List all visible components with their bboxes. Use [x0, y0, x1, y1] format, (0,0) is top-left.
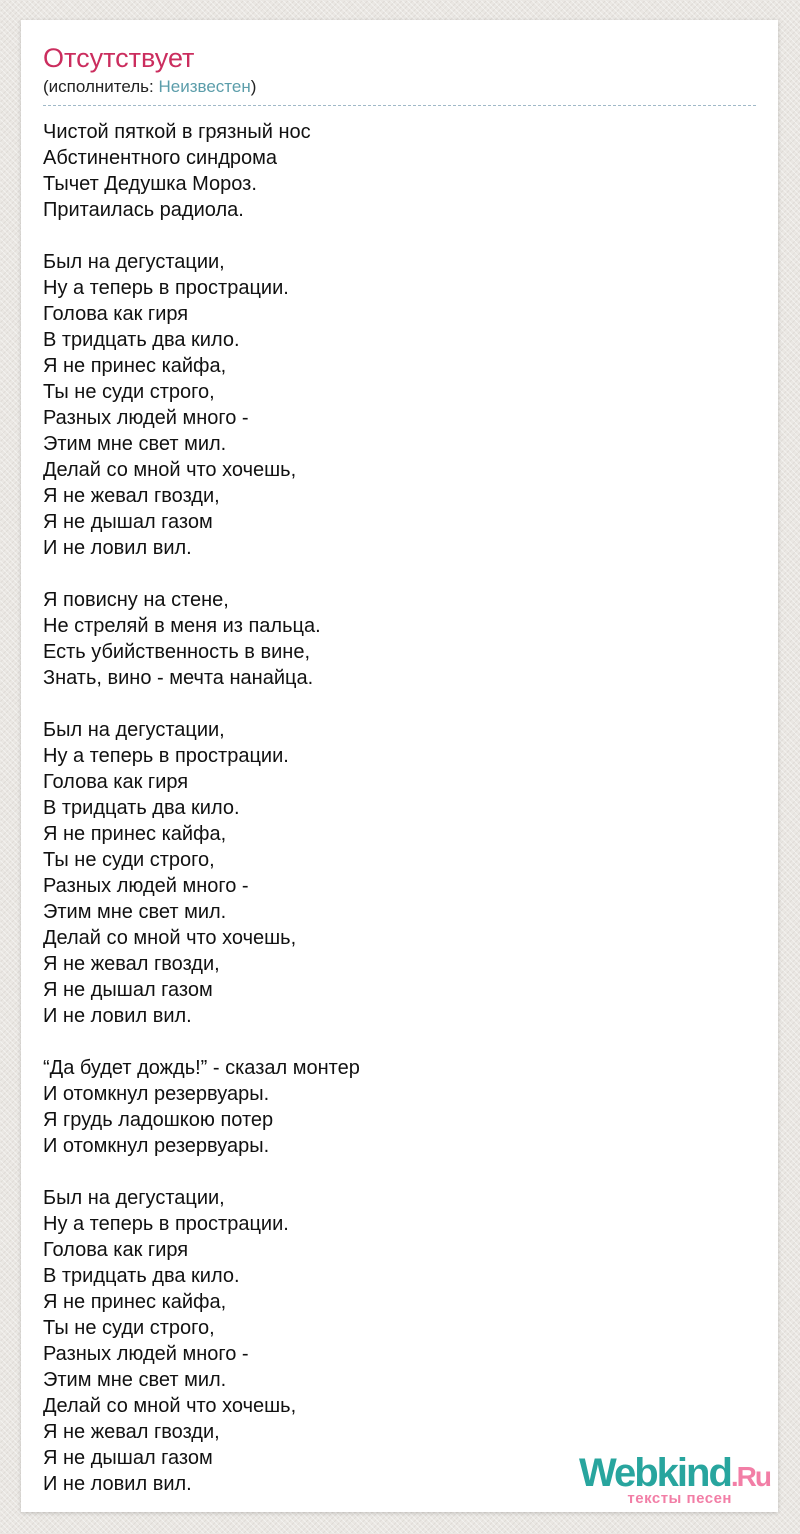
lyrics: [43, 119, 756, 1497]
artist-label: (исполнитель:: [43, 77, 159, 96]
lyric-line: Я не принес кайфа,: [43, 355, 227, 377]
logo-main-text: Webkind: [578, 1451, 731, 1495]
lyric-line: И не ловил вил.: [43, 1473, 192, 1495]
lyric-line: Я грудь ладошкою потер: [43, 1109, 274, 1131]
lyric-line: В тридцать два кило.: [43, 797, 240, 819]
lyric-line: В тридцать два кило.: [43, 329, 240, 351]
lyric-line: Я не дышал газом: [43, 979, 213, 1001]
artist-link[interactable]: Неизвестен: [158, 77, 251, 96]
artist-suffix: ): [250, 77, 257, 96]
lyric-line: Я не принес кайфа,: [43, 823, 227, 845]
lyric-line: Я не дышал газом: [43, 1447, 213, 1469]
lyric-line: Ну а теперь в прострации.: [43, 1213, 289, 1235]
lyric-line: Я повисну на стене,: [43, 589, 229, 611]
page-title: Отсутствует: [43, 43, 195, 73]
lyric-line: И отомкнул резервуары.: [43, 1135, 270, 1157]
stanza: [43, 717, 756, 1029]
content-panel: [21, 20, 778, 1512]
lyric-line: Ну а теперь в прострации.: [43, 745, 289, 767]
lyric-line: Этим мне свет мил.: [43, 433, 227, 455]
lyric-line: Абстинентного синдрома: [43, 147, 277, 169]
lyric-line: Тычет Дедушка Мороз.: [43, 173, 257, 195]
lyric-line: Был на дегустации,: [43, 1187, 225, 1209]
lyric-line: Голова как гиря: [43, 1239, 189, 1261]
stanza: [43, 249, 756, 561]
lyric-line: Ты не суди строго,: [43, 381, 215, 403]
lyric-line: Притаилась радиола.: [43, 199, 244, 221]
lyric-line: Я не жевал гвозди,: [43, 485, 220, 507]
lyric-line: Делай со мной что хочешь,: [43, 459, 297, 481]
logo-suffix-text: .Ru: [730, 1461, 770, 1492]
site-logo-link[interactable]: [578, 1451, 770, 1511]
lyric-line: Ты не суди строго,: [43, 849, 215, 871]
lyric-line: И не ловил вил.: [43, 1005, 192, 1027]
lyric-line: Чистой пяткой в грязный нос: [43, 121, 311, 143]
lyric-line: “Да будет дождь!” - сказал монтер: [43, 1057, 360, 1079]
lyric-line: Я не принес кайфа,: [43, 1291, 227, 1313]
lyric-line: Не стреляй в меня из пальца.: [43, 615, 321, 637]
lyric-line: Я не дышал газом: [43, 511, 213, 533]
artist-line: [43, 76, 756, 106]
lyric-line: Я не жевал гвозди,: [43, 953, 220, 975]
lyric-line: И не ловил вил.: [43, 537, 192, 559]
lyric-line: Был на дегустации,: [43, 719, 225, 741]
lyric-line: И отомкнул резервуары.: [43, 1083, 270, 1105]
lyric-line: Есть убийственность в вине,: [43, 641, 311, 663]
lyric-line: Ты не суди строго,: [43, 1317, 215, 1339]
lyric-line: Этим мне свет мил.: [43, 1369, 227, 1391]
lyric-line: Знать, вино - мечта нанайца.: [43, 667, 314, 689]
stanza: [43, 119, 756, 223]
lyric-line: Этим мне свет мил.: [43, 901, 227, 923]
lyric-line: Делай со мной что хочешь,: [43, 1395, 297, 1417]
lyric-line: Разных людей много -: [43, 875, 249, 897]
stanza: [43, 587, 756, 691]
lyric-line: Я не жевал гвозди,: [43, 1421, 220, 1443]
lyric-line: Делай со мной что хочешь,: [43, 927, 297, 949]
stanza: [43, 1055, 756, 1159]
lyric-line: Разных людей много -: [43, 1343, 249, 1365]
lyric-line: Голова как гиря: [43, 771, 189, 793]
lyric-line: Разных людей много -: [43, 407, 249, 429]
lyric-line: Ну а теперь в прострации.: [43, 277, 289, 299]
lyric-line: В тридцать два кило.: [43, 1265, 240, 1287]
logo-tagline: тексты песен: [627, 1490, 732, 1507]
lyric-line: Был на дегустации,: [43, 251, 225, 273]
lyric-line: Голова как гиря: [43, 303, 189, 325]
